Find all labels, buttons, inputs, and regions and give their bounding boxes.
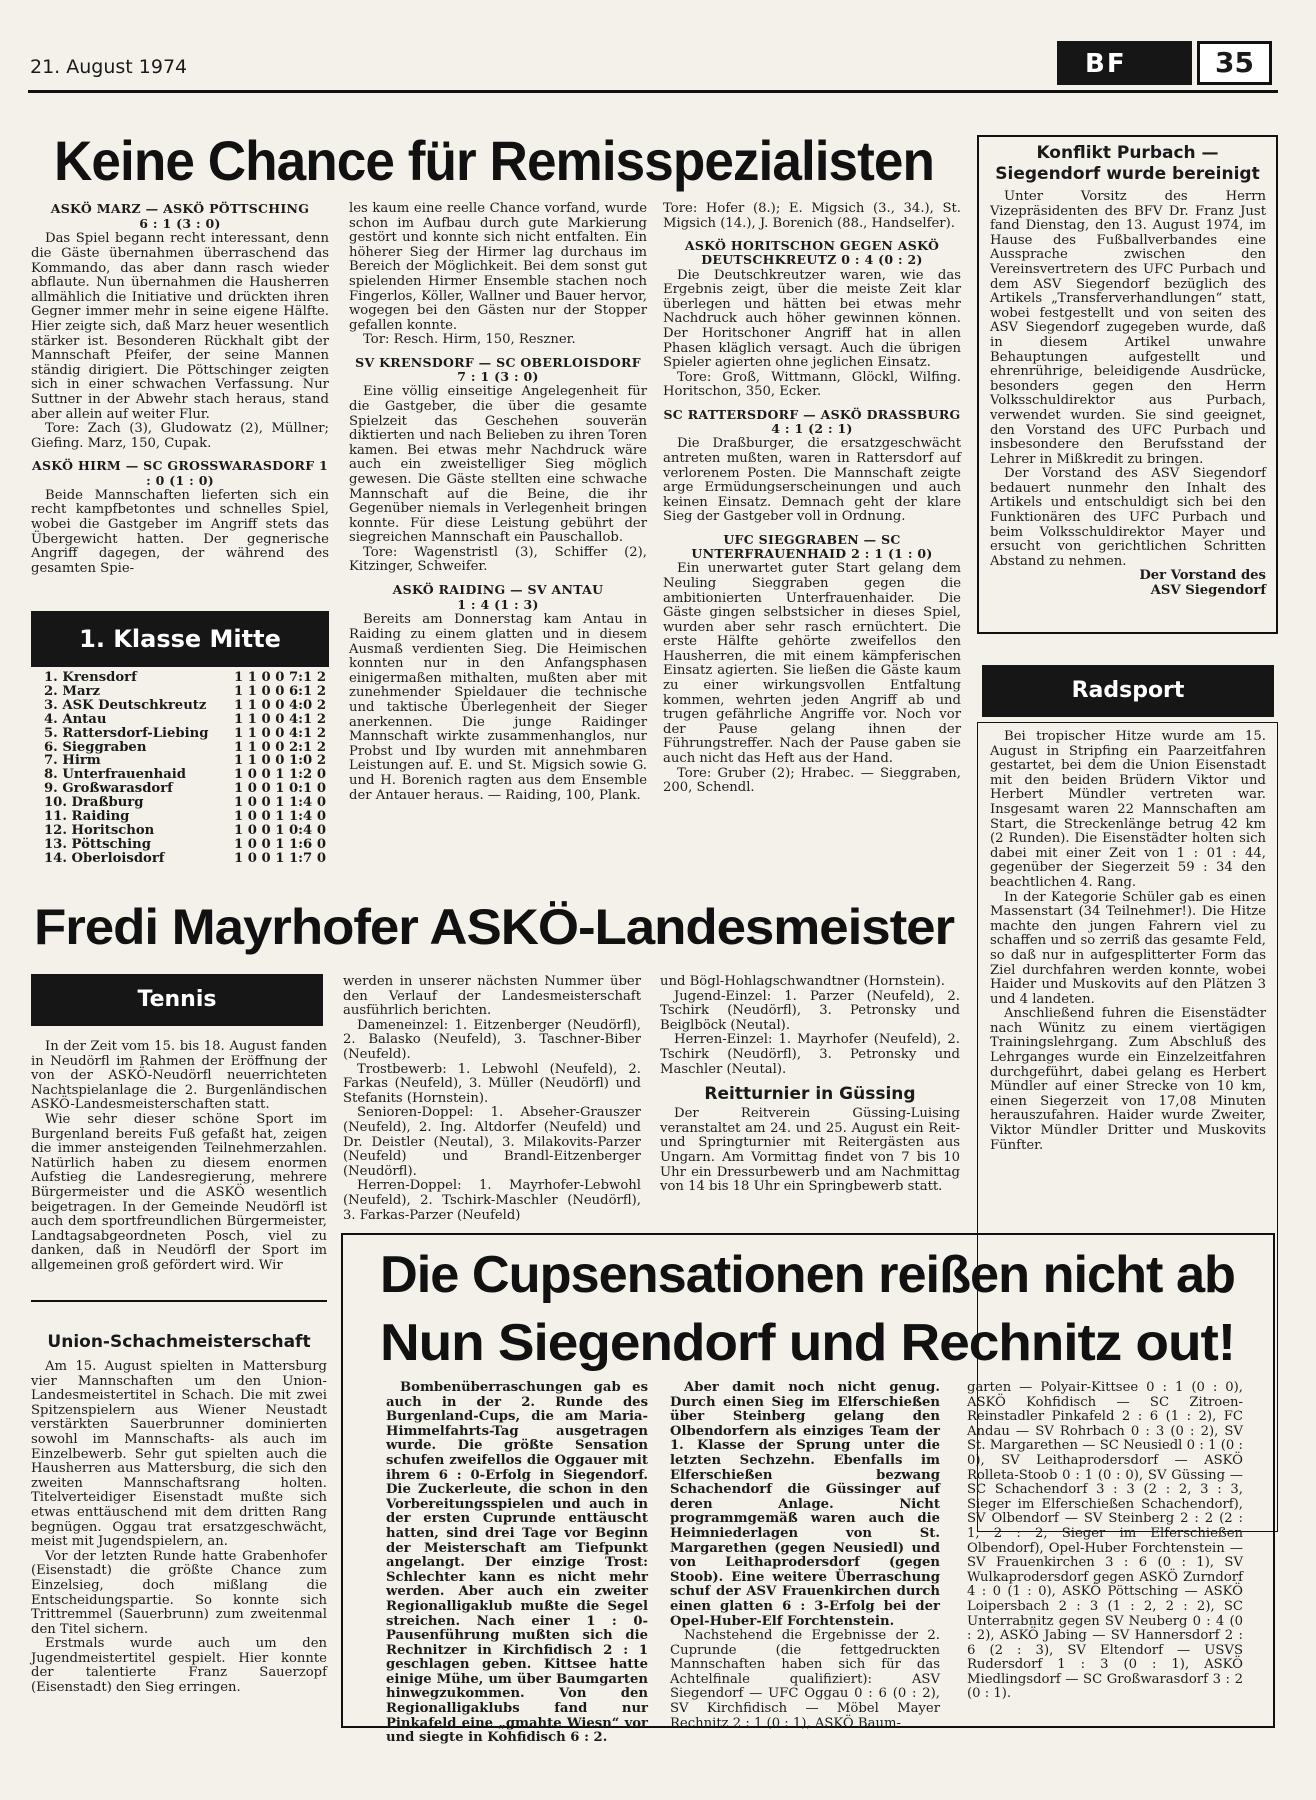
- match-title: ASKÖ MARZ — ASKÖ PÖTTSCHING: [50, 201, 310, 216]
- tennis-result: Trostbewerb: 1. Lebwohl (Neufeld), 2. Farkas (Neufeld), 3. Müller (Neudörfl) und Stefanits (Hornstein).: [343, 1061, 641, 1106]
- match-title: SV KRENSDORF — SC OBERLOISDORF 7 : 1 (3 : 0): [355, 354, 641, 385]
- match-report: Ein unerwartet guter Start gelang dem Neuling Sieggraben gegen die ambitionierten Unterfrauenhaider. Die Gäste gingen selbstsicher in dieses Spiel, wurden aber sehr rasch ernüchtert. Die erste Hälfte gehörte zweifellos den Hausherren, die mit einem kämpferischen Einsatz agierten. Sie ließen die Gäste kaum zu einer wirkungsvollen Entfaltung kommen, wehrten jeden Angriff ab und trugen gefährliche Angriffe vor. Noch vor der Pause gelang ihnen der Führungstreffer. Nach der Pause gaben sie auch nicht das Heft aus der Hand.: [663, 561, 961, 767]
- standings-table: [44, 671, 326, 866]
- match-score: 6 : 1 (3 : 0): [139, 216, 221, 232]
- tennis-result: Herren-Einzel: 1. Mayrhofer (Neufeld), 2. Tschirk (Neudörfl), 3. Petronsky und Maschler (Neutal).: [660, 1032, 960, 1077]
- match-scorers: Tore: Gruber (2); Hrabec. — Sieggraben, 200, Schendl.: [663, 765, 961, 796]
- main-headline: Keine Chance für Remisspezialisten: [54, 129, 934, 192]
- table-row: [44, 713, 326, 727]
- team-name: 1. Krensdorf: [44, 670, 137, 685]
- radsport-paragraph: Bei tropischer Hitze wurde am 15. August in Stripfing ein Paarzeitfahren gestartet, bei dem die Union Eisenstadt mit den beiden Brüdern Viktor und Herbert Mündler vertreten war. Insgesamt waren 22 Mannschaften am Start, die Streckenlänge betrug 42 km (2 Runden). Die Eisenstädter holten sich dabei mit einer Zeit von 1 : 01 : 44, gegenüber der Siegerzeit 59 : 34 den beachtlichen 4. Rang.: [990, 729, 1266, 890]
- team-name: 5. Rattersdorf-Liebing: [44, 725, 209, 741]
- cup-headline-1: Die Cupsensationen reißen nicht ab: [380, 1246, 1235, 1304]
- cup-headline-2: Nun Siegendorf und Rechnitz out!: [380, 1314, 1235, 1372]
- schach-rule: [31, 1300, 327, 1302]
- tennis-text-3: [660, 975, 960, 1195]
- table-row: [44, 824, 326, 838]
- match-report: Eine völlig einseitige Angelegenheit für die Gastgeber, die über die gesamte Spielzeit das Geschehen souverän diktierten und nach Belieben zu ihren Toren kamen. Bei etwas mehr Nachdruck wäre auch ein zweistelliger Sieg möglich gewesen. Die Gäste stellten eine schwache Mannschaft auf die Beine, die ihr Gegenüber niemals in Verlegenheit bringen konnte. Für diese Leistung gebührt der siegreichen Mannschaft ein Pauschallob.: [349, 384, 647, 546]
- schach-title: Union-Schachmeisterschaft: [47, 1332, 311, 1352]
- konflikt-text: [990, 190, 1266, 599]
- schach-paragraph: Am 15. August spielten in Mattersburg vier Mannschaften um den Union-Landesmeistertitel in Schach. Die mit zwei Spitzenspielern aus Wiener Neustadt verstärkten Sauerbrunner dominierten sowohl im Mannschafts- als auch im Einzelbewerb. Sehr gut spielten auch die Hausherren aus Mattersburg, die sich den zweiten Mannschaftsrang holten. Titelverteidiger Eisenstadt mußte sich etwas enttäuschend mit dem dritten Rang begnügen. Oggau trat ersatzgeschwächt, meist mit Jugendspielern, an.: [31, 1359, 327, 1550]
- team-stats: 1 0 0 1 1:7 0: [233, 850, 326, 866]
- schach-paragraph: Vor der letzten Runde hatte Grabenhofer (Eisenstadt) die größte Chance zum Einzelsieg, doch mißlang die Entscheidungspartie. So konnte sich Trittremmel (Sauerbrunn) zum zweitenmal den Titel sichern.: [31, 1548, 327, 1637]
- match-report: Beide Mannschaften lieferten sich ein recht kampfbetontes und schnelles Spiel, wobei die Gastgeber im Angriff stets das Übergewicht hatten. Der gegnerische Angriff dagegen, der während des gesamten Spie-: [31, 487, 329, 576]
- team-name: 3. ASK Deutschkreutz: [44, 697, 207, 713]
- tennis-headline: Fredi Mayrhofer ASKÖ-Landesmeister: [34, 899, 954, 955]
- match-title: ASKÖ RAIDING — SV ANTAU: [392, 582, 604, 598]
- table-row: [44, 838, 326, 852]
- table-row: [44, 754, 326, 768]
- team-stats: 1 0 0 1 0:4 0: [233, 822, 326, 838]
- column-2: [349, 202, 647, 803]
- tennis-paragraph: Wie sehr dieser schöne Sport im Burgenland bereits Fuß gefaßt hat, zeigen die immer ansteigenden Teilnehmerzahlen. Natürlich haben zu diesem enormen Aufstieg die Landesregierung, mehrere Bürgermeister und die ASKÖ wesentlich beigetragen. In der Gemeinde Neudörfl ist auch dem sportfreundlichen Bürgermeister, Landtagsabgeordneten Posch, viel zu danken, daß in Neudörfl der Sport im allgemeinen groß gefördert wird. Wir: [31, 1111, 327, 1273]
- tennis-result: Jugend-Einzel: 1. Parzer (Neufeld), 2. Tschirk (Neudörfl), 3. Petronsky und Beiglböck (Neutal).: [660, 988, 960, 1033]
- team-stats: 1 1 0 0 4:1 2: [233, 711, 326, 727]
- team-name: 9. Großwarasdorf: [44, 781, 173, 797]
- konflikt-signature: ASV Siegendorf: [1150, 583, 1266, 599]
- header-rule: [28, 90, 1278, 93]
- schach-text: [31, 1360, 327, 1696]
- page-date: 21. August 1974: [30, 56, 188, 78]
- page-number: 35: [1197, 41, 1272, 85]
- tennis-text-2: [343, 975, 641, 1223]
- radsport-paragraph: In der Kategorie Schüler gab es einen Massenstart (34 Teilnehmer!). Die Hitze machte den jungen Fahrern viel zu schaffen und so zerriß das gesamte Feld, so daß nur in aufgesplitterter Form das Ziel durchfahren werden konnte, wobei Haider und Muskovits auf den Plätzen 3 und 4 landeten.: [990, 889, 1266, 1007]
- radsport-paragraph: Anschließend fuhren die Eisenstädter nach Wünitz zu einem viertägigen Trainingslehrgang. Zum Abschluß des Lehrganges wurde ein Einzelzeitfahren durchgeführt, dabei gelang es Herbert Mündler auf einer Strecke von 10 km, einen Siegerzeit von 17,08 Minuten herauszufahren. Haider wurde Zweiter, Viktor Mündler Dritter und Muskovits Fünfter.: [990, 1006, 1266, 1153]
- schach-paragraph: Erstmals wurde auch um den Jugendmeistertitel gespielt. Hier konnte der talentierte Franz Sauerzopf (Eisenstadt) den Sieg erringen.: [31, 1636, 327, 1696]
- table-row: [44, 699, 326, 713]
- team-name: 10. Draßburg: [44, 795, 144, 811]
- team-stats: 1 0 0 1 0:1 0: [233, 781, 326, 797]
- match-scorers: Tore: Zach (3), Gludowatz (2), Müllner; Giefing. Marz, 150, Cupak.: [31, 421, 329, 451]
- team-stats: 1 0 0 1 1:2 0: [233, 767, 326, 783]
- standings-title: 1. Klasse Mitte: [31, 611, 329, 667]
- team-name: 4. Antau: [44, 711, 107, 727]
- cup-text-2: [670, 1381, 940, 1731]
- table-row: [44, 741, 326, 755]
- tennis-result: Herren-Doppel: 1. Mayrhofer-Lebwohl (Neufeld), 2. Tschirk-Maschler (Neudörfl), 3. Farkas-Parzer (Neufeld): [343, 1178, 641, 1223]
- tennis-paragraph: In der Zeit vom 15. bis 18. August fanden in Neudörfl im Rahmen der Eröffnung der von der ASKÖ-Neudörfl neuerrichteten Nachtspielanlage die 2. Burgenländischen ASKÖ-Landesmeisterschaften statt.: [31, 1039, 327, 1113]
- match-title: ASKÖ HIRM — SC GROSSWARASDORF 1 : 0 (1 : 0): [31, 458, 329, 488]
- konflikt-signature: Der Vorstand des: [1139, 568, 1266, 584]
- paper-label: BF: [1085, 49, 1127, 79]
- tennis-result: Dameneinzel: 1. Eitzenberger (Neudörfl), 2. Balasko (Neufeld), 3. Taschner-Biber (Neufeld).: [343, 1017, 641, 1062]
- match-title: ASKÖ HORITSCHON GEGEN ASKÖ DEUTSCHKREUTZ 0 : 4 (0 : 2): [684, 238, 940, 268]
- tennis-result: und Bögl-Hohlagschwandtner (Hornstein).: [660, 974, 945, 989]
- tennis-paragraph: werden in unserer nächsten Nummer über den Verlauf der Landesmeisterschaft ausführlich berichten.: [343, 974, 641, 1019]
- team-name: 13. Pöttsching: [44, 836, 151, 852]
- table-row: [44, 810, 326, 824]
- team-stats: 1 1 0 0 2:1 2: [233, 739, 326, 755]
- table-row: [44, 727, 326, 741]
- konflikt-paragraph: Unter Vorsitz des Herrn Vizepräsidenten des BFV Dr. Franz Just fand Dienstag, den 13. August 1974, im Hause des Fußballverbandes eine Aussprache zwischen den Vereinsvertretern des UFC Purbach und dem ASV Siegendorf bezüglich des Artikels „Transferverhandlungen“ statt, wobei festgestellt und von seiten des ASV Siegendorf zugegeben wurde, daß in diesem Artikel unwahre Behauptungen aufgestellt und ehrenrührige, beleidigende Ausdrücke, besonders gegen den Herrn Volksschuldirektor aus Purbach, verwendet wurden. Sie sind geeignet, den Vorstand des UFC Purbach und insbesondere den Berufsstand der Lehrer in Mißkredit zu bringen.: [990, 189, 1266, 467]
- team-name: 2. Marz: [44, 683, 100, 699]
- cup-text-3: [967, 1381, 1243, 1702]
- table-row: [44, 852, 326, 866]
- konflikt-paragraph: Der Vorstand des ASV Siegendorf bedauert nunmehr den Inhalt des Artikels und entschuldigt sich bei den Funktionären des UFC Purbach und beim Volksschuldirektor Mayer und ersucht von gerichtlichen Schritten Abstand zu nehmen.: [990, 466, 1266, 569]
- table-row: [44, 782, 326, 796]
- table-row: [44, 671, 326, 685]
- team-name: 6. Sieggraben: [44, 739, 147, 755]
- cup-paragraph: Aber damit noch nicht genug. Durch einen Sieg im Elferschießen über Steinberg gelang den Olbendorfern als einziges Team der 1. Klasse der Sprung unter die letzten Sechzehn. Ebenfalls im Elferschießen bezwang Schachendorf die Güssinger auf deren Anlage. Nicht programmgemäß waren auch die Heimniederlagen von St. Margarethen (gegen Neusiedl) und von Leithaprodersdorf (gegen Stoob). Eine weitere Überraschung schuf der ASV Frauenkirchen durch einen glatten 6 : 3-Erfolg bei der Opel-Huber-Elf Forchtenstein.: [670, 1380, 940, 1629]
- team-name: 7. Hirm: [44, 753, 101, 769]
- match-scorers: Tore: Groß, Wittmann, Glöckl, Wilfing. Horitschon, 350, Ecker.: [663, 369, 961, 400]
- tennis-result: Senioren-Doppel: 1. Abseher-Grauszer (Neufeld), 2. Ing. Altdorfer (Neufeld) und Dr. Deistler (Neutal), 3. Milakovits-Parzer (Neufeld) und Brandl-Eitzenberger (Neudörfl).: [343, 1105, 641, 1179]
- match-report: Bereits am Donnerstag kam Antau in Raiding zu einem glatten und in diesem Ausmaß verdienten Sieg. Die Heimischen konnten nur in den Anfangsphasen einigermaßen mithalten, mußten aber mit zunehmender Spieldauer die technische und taktische Überlegenheit der Sieger anerkennen. Die junge Raidinger Mannschaft wirkte zusammenhanglos, nur Probst und Iby wurden mit annehmbaren Leistungen auf. E. und St. Migsich sowie G. und H. Borenich ragten aus dem Ensemble der Antauer heraus. — Raiding, 100, Plank.: [349, 612, 647, 803]
- cup-paragraph: Bombenüberraschungen gab es auch in der 2. Runde des Burgenland-Cups, die am Maria-Himmelfahrts-Tag ausgetragen wurde. Die größte Sensation schufen zweifellos die Oggauer mit ihrem 6 : 0-Erfolg in Siegendorf. Die Zuckerleute, die schon in den Vorbereitungsspielen und auch in der ersten Cuprunde enttäuscht hatten, sind drei Tage vor Beginn der Meisterschaft am Tiefpunkt angelangt. Der einzige Trost: Schlechter kann es nicht mehr werden. Aber auch ein zweiter Regionalligaklub mußte die Segel streichen. Nach einer 1 : 0-Pausenführung mußten sich die Rechnitzer in Kirchfidisch 2 : 1 geschlagen geben. Kittsee hatte einige Mühe, um über Baumgarten hinwegzukommen. Von den Regionalligaklubs fand nur Pinkafeld eine „gmahte Wiesn“ vor und siegte in Kohfidisch 6 : 2.: [386, 1380, 648, 1746]
- match-report: Die Draßburger, die ersatzgeschwächt antreten mußten, waren in Rattersdorf auf verlorenem Posten. Die Mannschaft zeigte arge Ermüdungserscheinungen und auch keinen Einsatz. Demnach geht der klare Sieg der Gastgeber voll in Ordnung.: [663, 436, 961, 525]
- match-title: UFC SIEGGRABEN — SC UNTERFRAUENHAID 2 : 1 (1 : 0): [691, 531, 933, 562]
- tennis-text-1: [31, 1040, 327, 1274]
- team-name: 14. Oberloisdorf: [44, 850, 165, 866]
- team-name: 8. Unterfrauenhaid: [44, 767, 186, 783]
- team-stats: 1 1 0 0 4:1 2: [233, 725, 326, 741]
- reitturnier-text: Der Reitverein Güssing-Luising veranstaltet am 24. und 25. August ein Reit- und Springturnier mit Reitergästen aus Ungarn. Am Vormittag findet von 7 bis 10 Uhr ein Dressurbewerb und am Nachmittag von 14 bis 18 Uhr ein Springbewerb statt.: [660, 1106, 960, 1195]
- team-name: 11. Raiding: [44, 809, 130, 825]
- match-score: 1 : 4 (1 : 3): [457, 597, 539, 613]
- table-row: [44, 685, 326, 699]
- radsport-title: Radsport: [982, 665, 1274, 717]
- table-row: [44, 796, 326, 810]
- team-stats: 1 1 0 0 6:1 2: [233, 683, 326, 699]
- cup-text-1: [386, 1381, 648, 1746]
- team-stats: 1 0 0 1 1:4 0: [233, 809, 326, 825]
- match-title: SC RATTERSDORF — ASKÖ DRASSBURG 4 : 1 (2 : 1): [663, 406, 961, 437]
- tennis-title: Tennis: [31, 974, 323, 1026]
- konflikt-title: Konflikt Purbach — Siegendorf wurde bereinigt: [995, 143, 1260, 184]
- reitturnier-title: Reitturnier in Güssing: [704, 1084, 916, 1105]
- match-scorers: Tore: Wagenstristl (3), Schiffer (2), Kitzinger, Schweifer.: [349, 544, 647, 575]
- team-stats: 1 1 0 0 4:0 2: [233, 697, 326, 713]
- team-stats: 1 1 0 0 1:0 2: [233, 753, 326, 769]
- match-scorers: Tore: Hofer (8.); E. Migsich (3., 34.), St. Migsich (14.), J. Borenich (88., Handselfer).: [663, 201, 961, 231]
- radsport-text: [990, 730, 1266, 1153]
- cup-paragraph: Nachstehend die Ergebnisse der 2. Cuprunde (die fettgedruckten Mannschaften haben sich für das Achtelfinale qualifiziert): ASV Siegendorf — UFC Oggau 0 : 6 (0 : 2), SV Kirchfidisch — Möbel Mayer Rechnitz 2 : 1 (0 : 1), ASKÖ Baum-: [670, 1628, 940, 1731]
- cup-results: garten — Polyair-Kittsee 0 : 1 (0 : 0), ASKÖ Kohfidisch — SC Zitroen-Reinstadler Pinkafeld 2 : 6 (1 : 2), FC Andau — SV Rohrbach 0 : 3 (0 : 2), SV St. Margarethen — SC Neusiedl 0 : 1 (0 : 0), SV Leithaprodersdorf — ASKÖ Rolleta-Stoob 0 : 1 (0 : 0), SV Güssing — SC Schachendorf 3 : 3 (2 : 2, 3 : 3, Sieger im Elferschießen Schachendorf), SV Olbendorf — SV Steinberg 2 : 2 (2 : 1, 2 : 2, Sieger im Elferschießen Olbendorf), Opel-Huber Forchtenstein — SV Frauenkirchen 3 : 6 (0 : 1), SV Wulkaprodersdorf gegen ASKÖ Zurndorf 4 : 0 (1 : 0), ASKÖ Pöttsching — ASKÖ Loipersbach 2 : 3 (1 : 2, 2 : 2), SC Unterrabnitz gegen SV Neuberg 0 : 4 (0 : 2), ASKÖ Jabing — SV Hannersdorf 2 : 6 (2 : 3), SV Eltendorf — USVS Rudersdorf 1 : 3 (0 : 1), ASKÖ Miedlingsdorf — SC Großwarasdorf 3 : 2 (0 : 1).: [967, 1380, 1243, 1702]
- match-report: Die Deutschkreutzer waren, wie das Ergebnis zeigt, über die meiste Zeit klar überlegen und hätten bei etwas mehr Nachdruck auch höher gewinnen können. Der Horitschoner Angriff hat in allen Phasen kläglich versagt. Auch die übrigen Spieler agierten ohne jeglichen Einsatz.: [663, 267, 961, 371]
- team-name: 12. Horitschon: [44, 822, 155, 838]
- table-row: [44, 768, 326, 782]
- team-stats: 1 0 0 1 1:6 0: [233, 836, 326, 852]
- match-report: les kaum eine reelle Chance vorfand, wurde schon im Aufbau durch gute Markierung gestört und konnte sich nicht entfalten. Ein höherer Sieg der Hirmer lag durchaus im Bereich der Möglichkeit. Bei dem sonst gut spielenden Hirmer Ensemble stachen noch Fingerlos, Köller, Wallner und Bauer hervor, wogegen bei den Gästen nur der Stopper gefallen konnte.: [349, 201, 647, 333]
- team-stats: 1 1 0 0 7:1 2: [233, 670, 326, 685]
- column-1: [31, 202, 329, 576]
- match-scorers: Tor: Resch. Hirm, 150, Reszner.: [363, 332, 576, 348]
- match-report: Das Spiel begann recht interessant, denn die Gäste übernahmen überraschend das Kommando, das aber dann rasch wieder abflaute. Nun übernahmen die Hausherren allmählich die Initiative und drückten ihren Gegner immer mehr in seine eigene Hälfte. Hier zeigte sich, daß Marz heuer wesentlich stärker ist. Besonderen Rückhalt gibt der Mannschaft Pfeifer, der seine Mannen ständig dirigiert. Die Pöttschinger zeigten sich in einer schwachen Verfassung. Nur Suttner in der Abwehr stach heraus, stand aber allein auf weiter Flur.: [31, 231, 329, 422]
- team-stats: 1 0 0 1 1:4 0: [233, 795, 326, 811]
- column-3: [663, 202, 961, 796]
